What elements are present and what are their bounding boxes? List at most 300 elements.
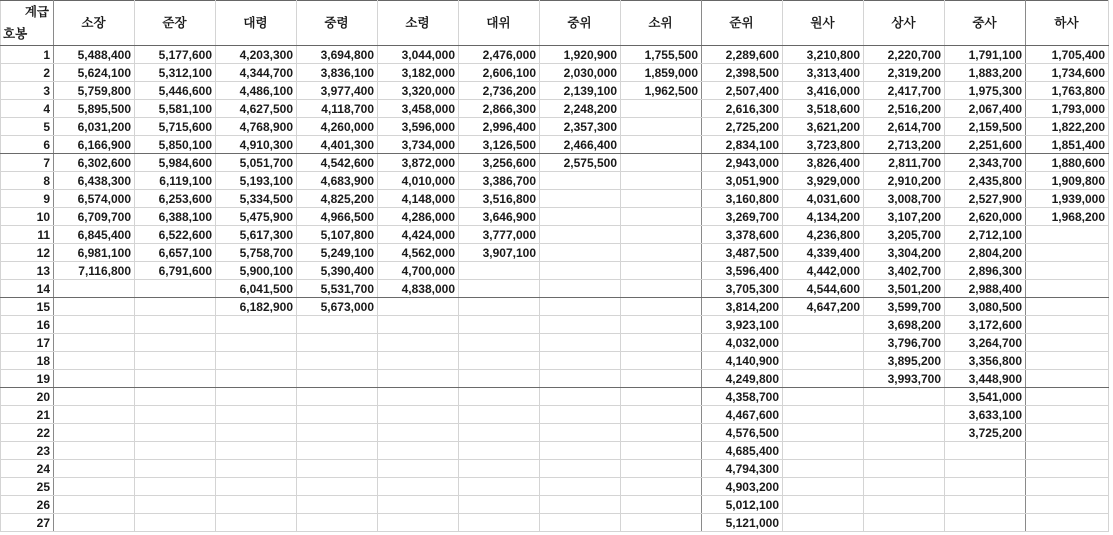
pay-value-cell: [378, 460, 459, 478]
pay-value-cell: [621, 172, 702, 190]
pay-value-cell: [297, 460, 378, 478]
pay-value-cell: [297, 514, 378, 532]
pay-value-cell: 3,705,300: [702, 280, 783, 298]
pay-value-cell: [135, 316, 216, 334]
pay-value-cell: 2,435,800: [945, 172, 1026, 190]
pay-value-cell: [1026, 334, 1109, 352]
step-number-cell: 26: [1, 496, 54, 514]
pay-value-cell: 3,777,000: [459, 226, 540, 244]
pay-value-cell: 5,850,100: [135, 136, 216, 154]
pay-value-cell: 6,166,900: [54, 136, 135, 154]
pay-value-cell: 4,424,000: [378, 226, 459, 244]
pay-value-cell: [459, 496, 540, 514]
pay-value-cell: 6,791,600: [135, 262, 216, 280]
pay-value-cell: [621, 352, 702, 370]
pay-value-cell: [54, 370, 135, 388]
pay-value-cell: [540, 226, 621, 244]
pay-value-cell: 2,357,300: [540, 118, 621, 136]
rank-header-cell: 중위: [540, 1, 621, 46]
rank-header-cell: 중령: [297, 1, 378, 46]
pay-value-cell: [621, 118, 702, 136]
pay-value-cell: 3,501,200: [864, 280, 945, 298]
pay-value-cell: 2,712,100: [945, 226, 1026, 244]
pay-value-cell: 4,544,600: [783, 280, 864, 298]
table-row: [1, 280, 1109, 298]
pay-value-cell: 2,030,000: [540, 64, 621, 82]
pay-value-cell: [459, 388, 540, 406]
pay-value-cell: [297, 496, 378, 514]
pay-value-cell: 6,302,600: [54, 154, 135, 172]
pay-value-cell: 4,401,300: [297, 136, 378, 154]
pay-value-cell: 3,458,000: [378, 100, 459, 118]
pay-value-cell: [621, 460, 702, 478]
step-number-cell: 11: [1, 226, 54, 244]
pay-value-cell: [378, 496, 459, 514]
pay-value-cell: [135, 352, 216, 370]
pay-value-cell: [1026, 352, 1109, 370]
pay-value-cell: 3,313,400: [783, 64, 864, 82]
pay-value-cell: 3,264,700: [945, 334, 1026, 352]
pay-value-cell: 3,796,700: [864, 334, 945, 352]
pay-value-cell: 5,488,400: [54, 46, 135, 64]
step-number-cell: 3: [1, 82, 54, 100]
pay-value-cell: [540, 262, 621, 280]
pay-value-cell: [459, 460, 540, 478]
pay-value-cell: [459, 316, 540, 334]
pay-value-cell: 3,929,000: [783, 172, 864, 190]
pay-value-cell: [783, 370, 864, 388]
table-row: [1, 514, 1109, 532]
pay-value-cell: 3,172,600: [945, 316, 1026, 334]
pay-value-cell: 4,627,500: [216, 100, 297, 118]
pay-value-cell: [621, 496, 702, 514]
pay-value-cell: [378, 370, 459, 388]
pay-value-cell: 2,866,300: [459, 100, 540, 118]
pay-value-cell: 5,715,600: [135, 118, 216, 136]
pay-value-cell: 1,851,400: [1026, 136, 1109, 154]
pay-value-cell: 4,910,300: [216, 136, 297, 154]
step-number-cell: 4: [1, 100, 54, 118]
pay-value-cell: [135, 424, 216, 442]
pay-value-cell: 1,962,500: [621, 82, 702, 100]
pay-value-cell: 2,319,200: [864, 64, 945, 82]
pay-value-cell: [621, 388, 702, 406]
pay-value-cell: 2,343,700: [945, 154, 1026, 172]
table-row: [1, 136, 1109, 154]
pay-value-cell: 4,358,700: [702, 388, 783, 406]
pay-value-cell: 3,269,700: [702, 208, 783, 226]
pay-value-cell: 3,895,200: [864, 352, 945, 370]
pay-value-cell: [378, 514, 459, 532]
pay-value-cell: [783, 442, 864, 460]
pay-value-cell: [297, 424, 378, 442]
step-axis-label: 호봉: [3, 27, 28, 41]
pay-value-cell: [297, 388, 378, 406]
pay-value-cell: 1,920,900: [540, 46, 621, 64]
pay-value-cell: 4,140,900: [702, 352, 783, 370]
pay-value-cell: [216, 496, 297, 514]
pay-value-cell: [297, 334, 378, 352]
pay-value-cell: [540, 298, 621, 316]
pay-value-cell: 5,900,100: [216, 262, 297, 280]
pay-value-cell: 4,236,800: [783, 226, 864, 244]
pay-value-cell: [1026, 226, 1109, 244]
pay-value-cell: [621, 316, 702, 334]
pay-value-cell: 3,107,200: [864, 208, 945, 226]
pay-value-cell: 3,596,000: [378, 118, 459, 136]
pay-value-cell: [783, 406, 864, 424]
table-body: [1, 46, 1109, 532]
pay-value-cell: 5,312,100: [135, 64, 216, 82]
pay-value-cell: [1026, 442, 1109, 460]
table-row: [1, 352, 1109, 370]
pay-value-cell: 4,148,000: [378, 190, 459, 208]
pay-value-cell: 5,624,100: [54, 64, 135, 82]
pay-value-cell: 5,581,100: [135, 100, 216, 118]
pay-value-cell: [54, 514, 135, 532]
pay-value-cell: 6,438,300: [54, 172, 135, 190]
pay-value-cell: [378, 334, 459, 352]
step-number-cell: 21: [1, 406, 54, 424]
pay-value-cell: [540, 172, 621, 190]
pay-value-cell: 2,896,300: [945, 262, 1026, 280]
pay-value-cell: 4,134,200: [783, 208, 864, 226]
pay-value-cell: [621, 514, 702, 532]
pay-value-cell: 3,160,800: [702, 190, 783, 208]
pay-value-cell: [1026, 388, 1109, 406]
pay-value-cell: 3,256,600: [459, 154, 540, 172]
pay-value-cell: [54, 334, 135, 352]
pay-value-cell: 5,446,600: [135, 82, 216, 100]
pay-value-cell: 7,116,800: [54, 262, 135, 280]
step-number-cell: 27: [1, 514, 54, 532]
pay-value-cell: 6,709,700: [54, 208, 135, 226]
pay-value-cell: 4,010,000: [378, 172, 459, 190]
pay-value-cell: 4,794,300: [702, 460, 783, 478]
pay-value-cell: 2,067,400: [945, 100, 1026, 118]
pay-value-cell: 3,723,800: [783, 136, 864, 154]
pay-value-cell: 4,683,900: [297, 172, 378, 190]
pay-value-cell: 2,614,700: [864, 118, 945, 136]
pay-value-cell: 3,320,000: [378, 82, 459, 100]
pay-value-cell: [54, 352, 135, 370]
pay-value-cell: [1026, 460, 1109, 478]
pay-value-cell: 3,008,700: [864, 190, 945, 208]
pay-value-cell: [864, 388, 945, 406]
pay-value-cell: [378, 406, 459, 424]
pay-value-cell: 5,193,100: [216, 172, 297, 190]
step-number-cell: 19: [1, 370, 54, 388]
pay-value-cell: 6,845,400: [54, 226, 135, 244]
pay-value-cell: 6,182,900: [216, 298, 297, 316]
pay-value-cell: 4,286,000: [378, 208, 459, 226]
pay-value-cell: [621, 370, 702, 388]
pay-value-cell: [135, 280, 216, 298]
pay-value-cell: 4,203,300: [216, 46, 297, 64]
pay-value-cell: 4,647,200: [783, 298, 864, 316]
pay-value-cell: 2,620,000: [945, 208, 1026, 226]
pay-value-cell: [1026, 370, 1109, 388]
pay-value-cell: [216, 316, 297, 334]
pay-value-cell: 3,907,100: [459, 244, 540, 262]
table-row: [1, 334, 1109, 352]
pay-value-cell: [378, 352, 459, 370]
pay-value-cell: [216, 388, 297, 406]
pay-value-cell: [540, 442, 621, 460]
pay-value-cell: 1,763,800: [1026, 82, 1109, 100]
header-row: [1, 1, 1109, 46]
pay-value-cell: 3,826,400: [783, 154, 864, 172]
table-row: [1, 388, 1109, 406]
rank-header-cell: 대령: [216, 1, 297, 46]
table-row: [1, 46, 1109, 64]
pay-value-cell: [540, 424, 621, 442]
pay-value-cell: 3,378,600: [702, 226, 783, 244]
pay-value-cell: 2,616,300: [702, 100, 783, 118]
pay-value-cell: 6,574,000: [54, 190, 135, 208]
pay-value-cell: 3,210,800: [783, 46, 864, 64]
pay-value-cell: [945, 496, 1026, 514]
pay-value-cell: [783, 388, 864, 406]
step-number-cell: 13: [1, 262, 54, 280]
table-row: [1, 190, 1109, 208]
pay-value-cell: 3,487,500: [702, 244, 783, 262]
table-row: [1, 208, 1109, 226]
pay-value-cell: 1,755,500: [621, 46, 702, 64]
pay-value-cell: 3,356,800: [945, 352, 1026, 370]
step-number-cell: 15: [1, 298, 54, 316]
pay-value-cell: [216, 424, 297, 442]
pay-value-cell: 4,685,400: [702, 442, 783, 460]
step-number-cell: 2: [1, 64, 54, 82]
pay-value-cell: 2,398,500: [702, 64, 783, 82]
pay-value-cell: [459, 298, 540, 316]
table-row: [1, 154, 1109, 172]
pay-value-cell: 2,811,700: [864, 154, 945, 172]
pay-value-cell: [621, 280, 702, 298]
pay-value-cell: [621, 334, 702, 352]
pay-value-cell: 3,080,500: [945, 298, 1026, 316]
pay-value-cell: [621, 100, 702, 118]
pay-value-cell: [540, 352, 621, 370]
pay-value-cell: [1026, 496, 1109, 514]
pay-value-cell: [1026, 514, 1109, 532]
step-number-cell: 8: [1, 172, 54, 190]
pay-value-cell: 1,909,800: [1026, 172, 1109, 190]
pay-value-cell: 3,516,800: [459, 190, 540, 208]
pay-value-cell: [783, 352, 864, 370]
pay-value-cell: 1,880,600: [1026, 154, 1109, 172]
pay-value-cell: [135, 496, 216, 514]
pay-value-cell: [783, 478, 864, 496]
pay-value-cell: 1,968,200: [1026, 208, 1109, 226]
pay-value-cell: 2,507,400: [702, 82, 783, 100]
pay-value-cell: 3,923,100: [702, 316, 783, 334]
pay-value-cell: [135, 460, 216, 478]
pay-value-cell: 4,031,600: [783, 190, 864, 208]
table-row: [1, 460, 1109, 478]
table-row: [1, 100, 1109, 118]
pay-value-cell: [54, 460, 135, 478]
pay-value-cell: 2,996,400: [459, 118, 540, 136]
step-number-cell: 5: [1, 118, 54, 136]
pay-value-cell: [54, 478, 135, 496]
pay-value-cell: [297, 478, 378, 496]
pay-value-cell: 2,988,400: [945, 280, 1026, 298]
pay-value-cell: [54, 388, 135, 406]
pay-value-cell: 2,248,200: [540, 100, 621, 118]
pay-value-cell: [621, 298, 702, 316]
pay-value-cell: [54, 280, 135, 298]
pay-value-cell: 2,476,000: [459, 46, 540, 64]
pay-value-cell: 3,448,900: [945, 370, 1026, 388]
pay-value-cell: 5,249,100: [297, 244, 378, 262]
pay-value-cell: [378, 478, 459, 496]
pay-value-cell: [945, 442, 1026, 460]
pay-value-cell: 2,736,200: [459, 82, 540, 100]
pay-value-cell: [459, 370, 540, 388]
pay-value-cell: [135, 442, 216, 460]
pay-value-cell: 5,334,500: [216, 190, 297, 208]
pay-value-cell: 5,673,000: [297, 298, 378, 316]
pay-value-cell: 4,260,000: [297, 118, 378, 136]
pay-value-cell: [297, 352, 378, 370]
pay-value-cell: [1026, 316, 1109, 334]
pay-value-cell: 1,822,200: [1026, 118, 1109, 136]
pay-value-cell: 2,713,200: [864, 136, 945, 154]
pay-value-cell: 4,825,200: [297, 190, 378, 208]
pay-value-cell: 3,205,700: [864, 226, 945, 244]
table-row: [1, 370, 1109, 388]
pay-value-cell: 3,386,700: [459, 172, 540, 190]
pay-value-cell: 2,251,600: [945, 136, 1026, 154]
pay-value-cell: [783, 316, 864, 334]
pay-value-cell: 3,541,000: [945, 388, 1026, 406]
pay-value-cell: 3,621,200: [783, 118, 864, 136]
step-number-cell: 12: [1, 244, 54, 262]
pay-value-cell: 3,993,700: [864, 370, 945, 388]
pay-value-cell: [297, 316, 378, 334]
pay-value-cell: [1026, 262, 1109, 280]
pay-value-cell: 4,768,900: [216, 118, 297, 136]
pay-value-cell: 2,516,200: [864, 100, 945, 118]
table-row: [1, 424, 1109, 442]
pay-value-cell: [378, 388, 459, 406]
pay-value-cell: [540, 190, 621, 208]
pay-value-cell: [621, 442, 702, 460]
pay-value-cell: 2,527,900: [945, 190, 1026, 208]
pay-value-cell: [1026, 478, 1109, 496]
pay-value-cell: [135, 370, 216, 388]
pay-value-cell: 1,859,000: [621, 64, 702, 82]
pay-value-cell: 3,646,900: [459, 208, 540, 226]
pay-value-cell: [135, 388, 216, 406]
step-number-cell: 20: [1, 388, 54, 406]
pay-value-cell: [216, 352, 297, 370]
table-row: [1, 298, 1109, 316]
pay-value-cell: 4,700,000: [378, 262, 459, 280]
pay-value-cell: 2,139,100: [540, 82, 621, 100]
rank-header-cell: 대위: [459, 1, 540, 46]
pay-value-cell: [459, 334, 540, 352]
table-row: [1, 244, 1109, 262]
pay-value-cell: 6,031,200: [54, 118, 135, 136]
step-number-cell: 17: [1, 334, 54, 352]
pay-value-cell: 6,388,100: [135, 208, 216, 226]
pay-value-cell: 2,289,600: [702, 46, 783, 64]
pay-value-cell: [540, 406, 621, 424]
rank-header-cell: 상사: [864, 1, 945, 46]
pay-value-cell: [621, 406, 702, 424]
pay-value-cell: 5,121,000: [702, 514, 783, 532]
pay-value-cell: 2,910,200: [864, 172, 945, 190]
pay-value-cell: [216, 514, 297, 532]
pay-value-cell: 3,182,000: [378, 64, 459, 82]
pay-value-cell: 5,758,700: [216, 244, 297, 262]
pay-value-cell: [54, 298, 135, 316]
pay-value-cell: 2,220,700: [864, 46, 945, 64]
pay-value-cell: 6,041,500: [216, 280, 297, 298]
pay-value-cell: [459, 424, 540, 442]
pay-value-cell: [135, 334, 216, 352]
pay-value-cell: 4,966,500: [297, 208, 378, 226]
pay-value-cell: [783, 496, 864, 514]
step-number-cell: 14: [1, 280, 54, 298]
table-row: [1, 172, 1109, 190]
pay-value-cell: [540, 370, 621, 388]
pay-value-cell: 2,943,000: [702, 154, 783, 172]
pay-value-cell: [945, 460, 1026, 478]
pay-value-cell: [783, 460, 864, 478]
pay-value-cell: [621, 154, 702, 172]
pay-value-cell: 3,725,200: [945, 424, 1026, 442]
pay-value-cell: 2,575,500: [540, 154, 621, 172]
pay-value-cell: 1,791,100: [945, 46, 1026, 64]
pay-value-cell: 2,804,200: [945, 244, 1026, 262]
rank-header-cell: 하사: [1026, 1, 1109, 46]
pay-value-cell: [1026, 280, 1109, 298]
pay-value-cell: [540, 316, 621, 334]
pay-value-cell: [459, 280, 540, 298]
step-number-cell: 9: [1, 190, 54, 208]
step-number-cell: 7: [1, 154, 54, 172]
step-number-cell: 23: [1, 442, 54, 460]
pay-value-cell: 5,617,300: [216, 226, 297, 244]
pay-value-cell: 1,793,000: [1026, 100, 1109, 118]
pay-value-cell: 4,576,500: [702, 424, 783, 442]
pay-value-cell: 2,466,400: [540, 136, 621, 154]
pay-value-cell: 3,416,000: [783, 82, 864, 100]
pay-value-cell: [864, 496, 945, 514]
pay-value-cell: [216, 370, 297, 388]
step-number-cell: 10: [1, 208, 54, 226]
pay-value-cell: 3,402,700: [864, 262, 945, 280]
pay-value-cell: [621, 478, 702, 496]
pay-value-cell: 1,975,300: [945, 82, 1026, 100]
pay-value-cell: [621, 262, 702, 280]
pay-value-cell: 3,051,900: [702, 172, 783, 190]
pay-value-cell: 3,633,100: [945, 406, 1026, 424]
pay-value-cell: 6,522,600: [135, 226, 216, 244]
pay-value-cell: 4,339,400: [783, 244, 864, 262]
pay-value-cell: 2,606,100: [459, 64, 540, 82]
pay-value-cell: 6,119,100: [135, 172, 216, 190]
pay-value-cell: [216, 460, 297, 478]
pay-value-cell: [459, 442, 540, 460]
pay-value-cell: [621, 244, 702, 262]
pay-value-cell: 2,834,100: [702, 136, 783, 154]
pay-value-cell: 2,417,700: [864, 82, 945, 100]
